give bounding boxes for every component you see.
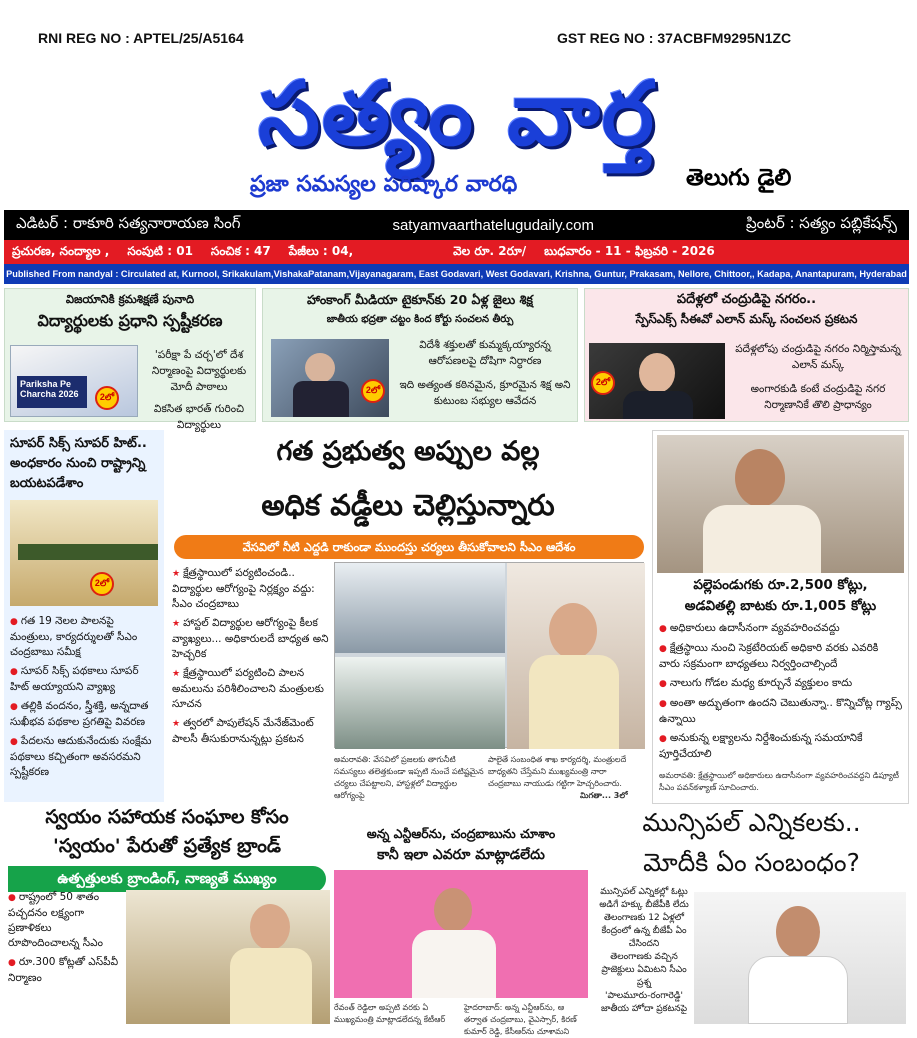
lead-caption-right: పాలైతే సంబంధిత శాఖ కార్యదర్శి, మంత్రులదే బాధ్యతని చేస్తేమని ముఖ్యమంత్రి నారా చంద్రబాబు నాయుడు గట్టిగా హెచ్చరించారు. (488, 755, 627, 788)
bottom-left-banner: ఉత్పత్తులకు బ్రాండింగ్, నాణ్యతే ముఖ్యం (8, 866, 326, 892)
bottom-right-line-4: 'పాలమూరు-రంగారెడ్డి' జాతీయ హోదా ప్రకటనపై (600, 991, 688, 1014)
editor-name: ఎడిటర్ : రాకూరి సత్యనారాయణ సింగ్ (16, 214, 241, 232)
person-body (412, 930, 496, 998)
right-story-photo (657, 435, 904, 573)
right-headline-line-1: పల్లెపండుగకు రూ.2,500 కోట్లు, (693, 577, 868, 593)
bottom-mid-story[interactable] (334, 826, 588, 1036)
bottom-left-bullets (8, 890, 120, 990)
top-story-1-line-2: వికసిత భారత్ గురించి విద్యార్థులు (153, 403, 245, 431)
editor-bar (4, 210, 909, 240)
bottom-left-headline-1: స్వయం సహాయక సంఘాల కోసం (45, 806, 289, 828)
lead-headline-line-2: అధిక వడ్డీలు చెల్లిస్తున్నారు (261, 488, 555, 522)
lead-headline-line-1: గత ప్రభుత్వ అప్పుల వల్ల (276, 436, 540, 467)
person-face (735, 449, 785, 507)
person-body (230, 948, 312, 1024)
right-story[interactable] (652, 430, 909, 804)
top-story-2[interactable] (262, 288, 578, 422)
right-bullet-4: ● అంతా అద్భుతంగా ఉందని చెబుతున్నా.. కొన్నిచోట్ల గ్యాప్స్ ఉన్నాయి (659, 696, 902, 727)
person-body (703, 505, 821, 573)
circulation-bar: Published From nandyal : Circulated at, Kurnool, Srikakulam,VishakaPatanam,Vijayanagaram, East Godavari, West Godavari, Krishna, Guntur, Prakasam, Nellore, Chittoor,, Kadapa, Anantapuram, Hyderabad (4, 264, 909, 284)
person-face (250, 904, 290, 950)
bottom-mid-photo (334, 870, 588, 998)
pariksha-logo: Pariksha Pe Charcha 2026 (17, 376, 87, 408)
bottom-right-headline-2: మోదీకి ఏం సంబంధం? (643, 848, 860, 877)
lead-caption-left: అమరావతి: వేసవిలో ప్రజలకు తాగునీటి సమస్యలు తలెత్తకుండా ఇప్పటి నుంచే పటిష్టమైన చర్యలు చేపట్టాలని, హాస్టళ్లలో విద్యార్థుల ఆరోగ్యంపై (334, 755, 484, 800)
top-story-2-line-1: విదేశీ శక్తులతో కుమ్మక్కయ్యారన్న ఆరోపణలపై దోషిగా నిర్ధారణ (419, 339, 551, 367)
meeting-photo-2 (335, 657, 505, 749)
left-bullet-3: ● తల్లికి వందనం, స్త్రీశక్తి, అన్నదాత సుఖీభవ పథకాల ప్రగతిపై వివరణ (10, 699, 158, 730)
person-body (293, 381, 349, 417)
meeting-photo-1 (335, 563, 505, 653)
bottom-right-headline-1: మున్సిపల్ ఎన్నికలకు.. (642, 808, 861, 837)
top-story-1-line-1: 'పరీక్షా పే చర్చ'లో దేశ నిర్మాణంపై విద్యార్థులకు మోదీ పాఠాలు (151, 349, 247, 393)
bottom-mid-caption-right: హైదరాబాద్: అన్న ఎన్టీఆర్‌ను, ఆ తర్వాత చంద్రబాబు, వైఎస్సార్, కిరణ్ కుమార్ రెడ్డి, కేసీఆర్‌ను చూశామని (464, 1003, 577, 1036)
meeting-table (18, 544, 158, 560)
top-story-3-line-2: అంగారకుడి కంటే చంద్రుడిపై నగర నిర్మాణానికే తొలి ప్రాధాన్యం (750, 383, 886, 411)
top-story-1[interactable] (4, 288, 256, 431)
lead-continued[interactable]: మిగతా... 3లో (580, 791, 628, 800)
right-caption: అమరావతి: క్షేత్రస్థాయిలో అధికారులు ఉదాసీనంగా వ్యవహరించవద్దని డిప్యూటీ సీఎం పవన్‌కళ్యాణ్ సూచించారు. (659, 771, 899, 792)
lead-bullet-1: ★ క్షేత్రస్థాయిలో పర్యటించండి.. విద్యార్థుల ఆరోగ్యంపై నిర్లక్ష్యం వద్దు: సీఎం చంద్రబాబు (172, 566, 330, 612)
person-face (776, 906, 820, 958)
bottom-mid-kicker: అన్న ఎన్టీఆర్‌ను, చంద్రబాబును చూశాం (366, 826, 556, 841)
gst-reg-number: GST REG NO : 37ACBFM9295N1ZC (557, 30, 792, 46)
right-headline-line-2: అడవితల్లి బాటకు రూ.1,005 కోట్లు (684, 598, 877, 614)
bottom-right-line-3: తెలంగాణకు వచ్చిన ప్రాజెక్టులు ఏమిటని సీఎం ప్రశ్న (601, 952, 687, 988)
telugu-daily-label: తెలుగు డైలి (686, 165, 792, 191)
right-story-bullets (653, 617, 908, 770)
person-face (434, 888, 472, 932)
lead-story-photo (334, 562, 644, 748)
newspaper-badge-icon: 2లో (361, 379, 385, 403)
bottom-left-bullet-1: ● రాష్ట్రంలో 50 శాతం పచ్చదనం లక్ష్యంగా ప్రణాళికలు రూపొందించాలన్న సీఎం (8, 890, 120, 951)
edition-issue: సంచిక : 47 (210, 243, 271, 258)
tagline: ప్రజా సమస్యల పరిష్కార వారధి (250, 172, 518, 197)
top-story-1-headline: విద్యార్థులకు ప్రధాని స్పష్టీకరణ (37, 311, 223, 330)
website-link[interactable]: satyamvaarthatelugudaily.com (392, 216, 594, 234)
top-story-3-body (731, 341, 905, 413)
top-story-3-kicker: పదేళ్లలో చంద్రుడిపై నగరం.. (676, 292, 817, 307)
top-story-3-line-1: పదేళ్లలోపు చంద్రుడిపై నగరం నిర్మిస్తామన్న ఎలాన్ మస్క్ (735, 343, 901, 371)
top-story-3-photo (589, 343, 725, 419)
bottom-left-photo (126, 890, 330, 1024)
person-body (748, 956, 848, 1024)
bottom-left-headline-2: 'స్వయం' పేరుతో ప్రత్యేక బ్రాండ్ (53, 835, 281, 857)
bottom-right-line-1: మున్సిపల్ ఎన్నికల్లో ఓట్లు అడిగే హక్కు బీజేపీకి లేదు (599, 887, 689, 910)
edition-pages: పేజీలు : 04, (288, 243, 354, 258)
edition-place: ప్రచురణ, నంద్యాల , (12, 243, 110, 258)
left-bullet-2: ● సూపర్ సిక్స్ పథకాలు సూపర్ హిట్ అయ్యాయని వ్యాఖ్య (10, 664, 158, 695)
right-bullet-1: ● అధికారులు ఉదాసీనంగా వ్యవహరించవద్దు (659, 621, 902, 637)
person-face (549, 603, 597, 659)
lead-story-bullets (172, 566, 330, 751)
top-story-3[interactable] (584, 288, 909, 422)
newspaper-badge-icon: 2లో (95, 386, 119, 410)
bottom-right-body (598, 886, 690, 1016)
top-story-2-photo (271, 339, 389, 417)
edition-date: బుధవారం - 11 - ఫిబ్రవరి - 2026 (544, 243, 715, 258)
left-story[interactable] (4, 430, 164, 802)
edition-volume: సంపుటి : 01 (127, 243, 193, 258)
edition-price: వెల రూ. 2రూ/ (453, 243, 527, 258)
top-story-1-photo (10, 345, 138, 417)
bottom-mid-caption-left: రేవంత్ రెడ్డిలా అప్పటి వరకు ఏ ముఖ్యమంత్రి మాట్లాడలేదన్న కేటీఆర్ (334, 1003, 446, 1024)
newspaper-badge-icon: 2లో (591, 371, 615, 395)
cm-portrait (507, 563, 645, 749)
lead-bullet-2: ★ హాస్టల్ విద్యార్థుల ఆరోగ్యంపై కీలక వ్యాఖ్యలు... అధికారులదే బాధ్యత అని హెచ్చరిక (172, 616, 330, 662)
rni-reg-number: RNI REG NO : APTEL/25/A5164 (38, 30, 244, 46)
printer-name: ప్రింటర్ : సత్యం పబ్లికేషన్స్ (745, 214, 897, 232)
bottom-left-bullet-2: ● రూ.300 కోట్లతో ఎస్‌పీవీ నిర్మాణం (8, 955, 120, 986)
bottom-mid-headline: కానీ ఇలా ఎవరూ మాట్లాడలేదు (377, 847, 545, 863)
lead-subhead-banner: వేసవిలో నీటి ఎద్దడి రాకుండా ముందస్తు చర్యలు తీసుకోవాలని సీఎం ఆదేశం (174, 535, 644, 559)
left-story-bullets (4, 608, 164, 790)
lead-bullet-3: ★ క్షేత్రస్థాయిలో పర్యటించి పాలన అమలును పరిశీలించాలని మంత్రులకు సూచన (172, 666, 330, 712)
right-bullet-5: ● అనుకున్న లక్ష్యాలను నిర్దేశించుకున్న సమయానికే పూర్తిచేయాలి (659, 731, 902, 762)
masthead-title: సత్యం వార్త (258, 62, 656, 165)
right-bullet-2: ● క్షేత్రస్థాయి నుంచి సెక్రటేరియట్ అధికారి వరకు ఎవరికి వారు సక్రమంగా బాధ్యతలు నిర్వర్తించాల్సిందే (659, 641, 902, 672)
person-body (529, 655, 619, 749)
top-story-2-line-2: ఇది అత్యంత కఠినమైన, క్రూరమైన శిక్ష అని కుటుంబ సభ్యుల ఆవేదన (399, 379, 571, 407)
edition-info-bar (4, 240, 909, 264)
bottom-right-line-2: తెలంగాణకు 12 ఏళ్లలో కేంద్రంలో ఉన్న బీజేపీ ఏం చేసిందని (601, 913, 687, 949)
top-story-1-kicker: విజయానికి క్రమశిక్షణే పునాది (65, 292, 195, 306)
top-story-2-kicker: హాంకాంగ్ మీడియా టైకూన్‌కు 20 ఏళ్ల జైలు శిక్ష (307, 292, 533, 307)
left-bullet-1: ● గత 19 నెలల పాలనపై మంత్రులు, కార్యదర్శులతో సీఎం చంద్రబాబు సమీక్ష (10, 614, 158, 660)
lead-bullet-4: ★ త్వరలో పాపులేషన్ మేనేజ్‌మెంట్ పాలసీ తీసుకురానున్నట్లు ప్రకటన (172, 716, 330, 747)
left-story-headline: సూపర్ సిక్స్ సూపర్ హిట్.. అంధకారం నుంచి రాష్ట్రాన్ని బయటపడేశాం (10, 436, 147, 491)
top-story-3-headline: స్పేస్‌ఎక్స్ సీఈవో ఎలాన్ మస్క్ సంచలన ప్రకటన (635, 312, 858, 326)
person-face (639, 353, 675, 393)
person-face (305, 353, 335, 383)
top-story-1-body (145, 347, 253, 433)
bottom-right-story[interactable] (594, 808, 909, 1024)
newspaper-badge-icon: 2లో (90, 572, 114, 596)
left-story-photo (10, 500, 158, 606)
left-bullet-4: ● పేదలను ఆదుకునేందుకు సంక్షేమ పథకాలు కచ్చితంగా అవసరమని స్పష్టీకరణ (10, 734, 158, 780)
top-story-2-headline: జాతీయ భద్రతా చట్టం కింద కోర్టు సంచలన తీర్పు (326, 314, 514, 325)
right-bullet-3: ● నాలుగు గోడల మధ్య కూర్చునే వ్యక్తులం కాదు (659, 676, 902, 692)
top-story-2-body (397, 337, 573, 409)
person-body (623, 391, 693, 419)
bottom-right-photo (694, 892, 906, 1024)
bottom-left-story[interactable] (4, 806, 330, 1024)
